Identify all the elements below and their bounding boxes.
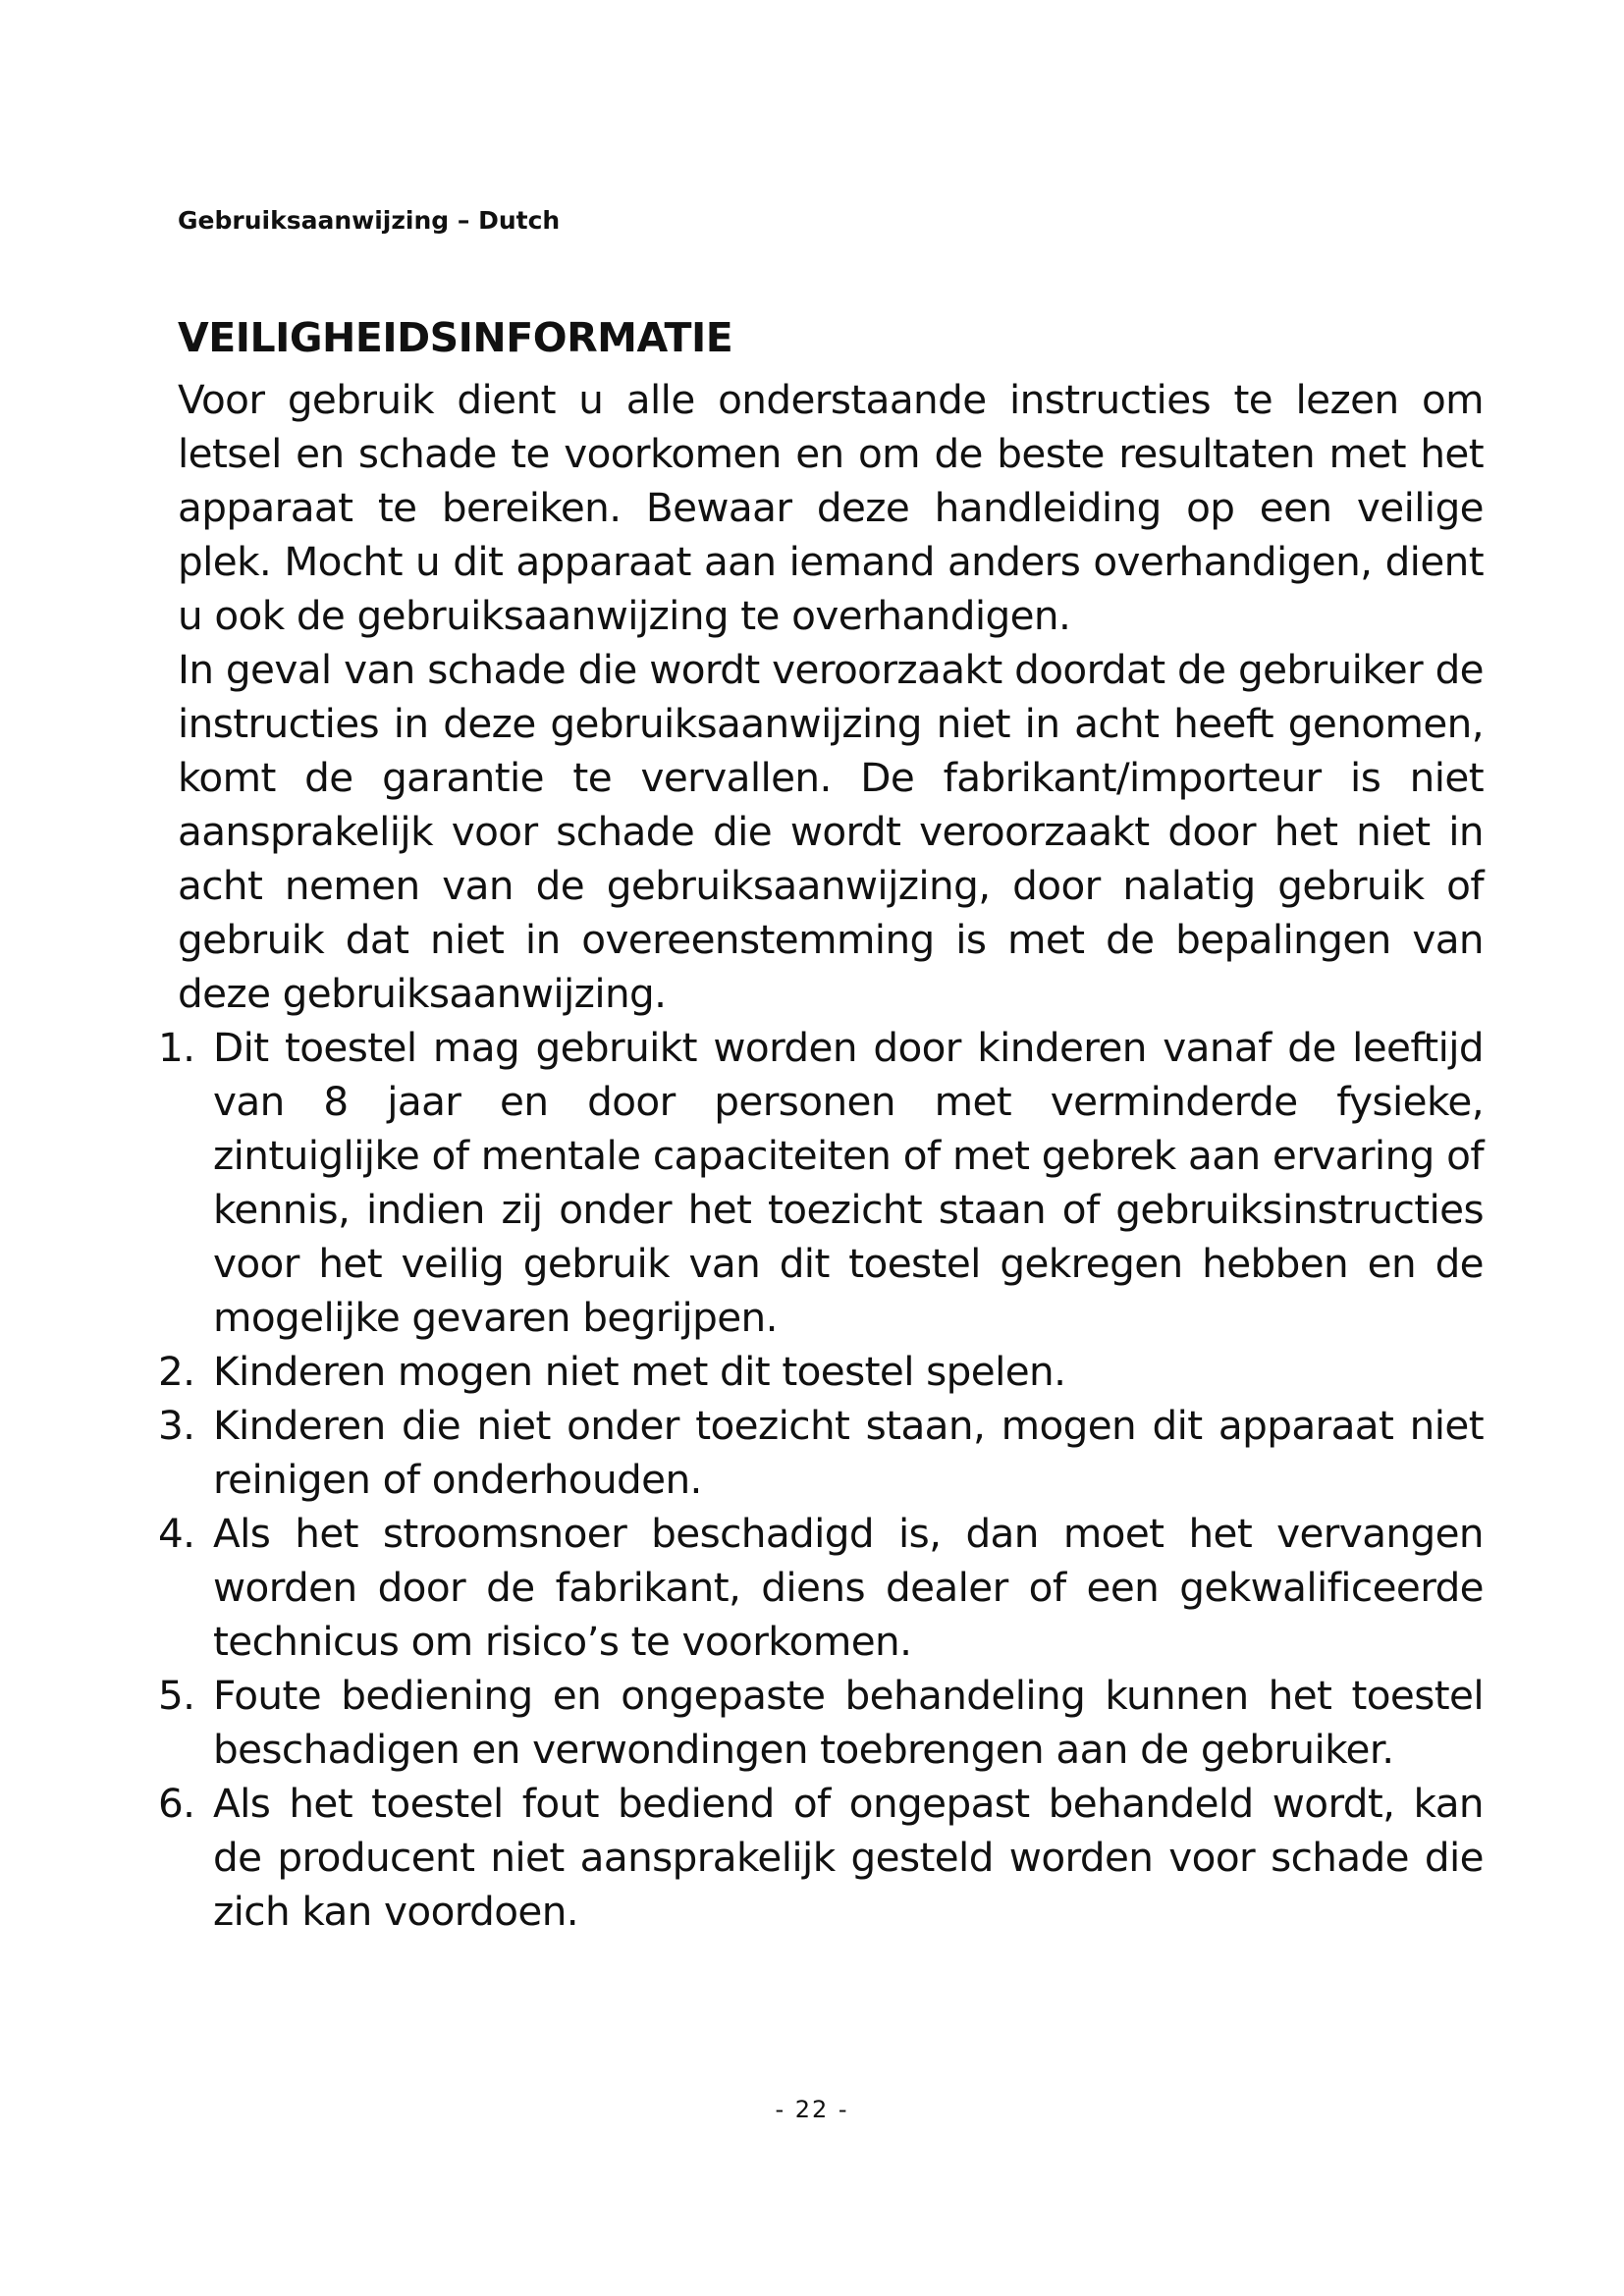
safety-content xyxy=(158,373,1484,1939)
list-item-text: Kinderen die niet onder toezicht staan, mogen dit apparaat niet reinigen of onderhouden. xyxy=(213,1402,1484,1503)
list-item xyxy=(158,1669,1484,1777)
running-header: Gebruiksaanwijzing – Dutch xyxy=(178,206,561,235)
list-item-text: Als het stroomsnoer beschadigd is, dan moet het vervangen worden door de fabrikant, diens dealer of een gekwalificeerde technicus om risico’s te voorkomen. xyxy=(213,1510,1484,1665)
intro-paragraph: Voor gebruik dient u alle onderstaande instructies te lezen om letsel en schade te voorkomen en om de beste resultaten met het apparaat te bereiken. Bewaar deze handleiding op een veilige plek. Mocht u dit apparaat aan iemand anders overhandigen, dient u ook de gebruiksaanwijzing te overhandigen. xyxy=(178,376,1484,639)
list-item-text: Foute bediening en ongepaste behandeling kunnen het toestel beschadigen en verwondingen toebrengen aan de gebruiker. xyxy=(213,1672,1484,1773)
page-number: - 22 - xyxy=(775,2096,849,2123)
list-item xyxy=(158,1345,1484,1399)
list-item xyxy=(158,1507,1484,1669)
safety-rules-list xyxy=(158,1021,1484,1939)
list-item-number: 1. xyxy=(158,1024,195,1071)
list-item xyxy=(158,1777,1484,1939)
section-title: VEILIGHEIDSINFORMATIE xyxy=(178,314,733,361)
list-item-number: 3. xyxy=(158,1402,195,1449)
list-item-number: 2. xyxy=(158,1348,195,1395)
list-item-text: Dit toestel mag gebruikt worden door kinderen vanaf de leeftijd van 8 jaar en door personen met verminderde fysieke, zintuiglijke of mentale capaciteiten of met gebrek aan ervaring of kennis, indien zij onder het toezicht staan of gebruiksinstructies voor het veilig gebruik van dit toestel gekregen hebben en de mogelijke gevaren begrijpen. xyxy=(213,1024,1484,1341)
liability-paragraph: In geval van schade die wordt veroorzaakt doordat de gebruiker de instructies in deze gebruiksaanwijzing niet in acht heeft genomen, komt de garantie te vervallen. De fabrikant/importeur is niet aansprakelijk voor schade die wordt veroorzaakt door het niet in acht nemen van de gebruiksaanwijzing, door nalatig gebruik of gebruik dat niet in overeenstemming is met de bepalingen van deze gebruiksaanwijzing. xyxy=(178,646,1484,1017)
list-item-number: 5. xyxy=(158,1672,195,1719)
list-item xyxy=(158,1021,1484,1345)
list-item-text: Kinderen mogen niet met dit toestel spelen. xyxy=(213,1348,1066,1395)
list-item-number: 6. xyxy=(158,1780,195,1827)
list-item-number: 4. xyxy=(158,1510,195,1557)
list-item-text: Als het toestel fout bediend of ongepast behandeld wordt, kan de producent niet aansprakelijk gesteld worden voor schade die zich kan voordoen. xyxy=(213,1780,1484,1935)
list-item xyxy=(158,1399,1484,1507)
